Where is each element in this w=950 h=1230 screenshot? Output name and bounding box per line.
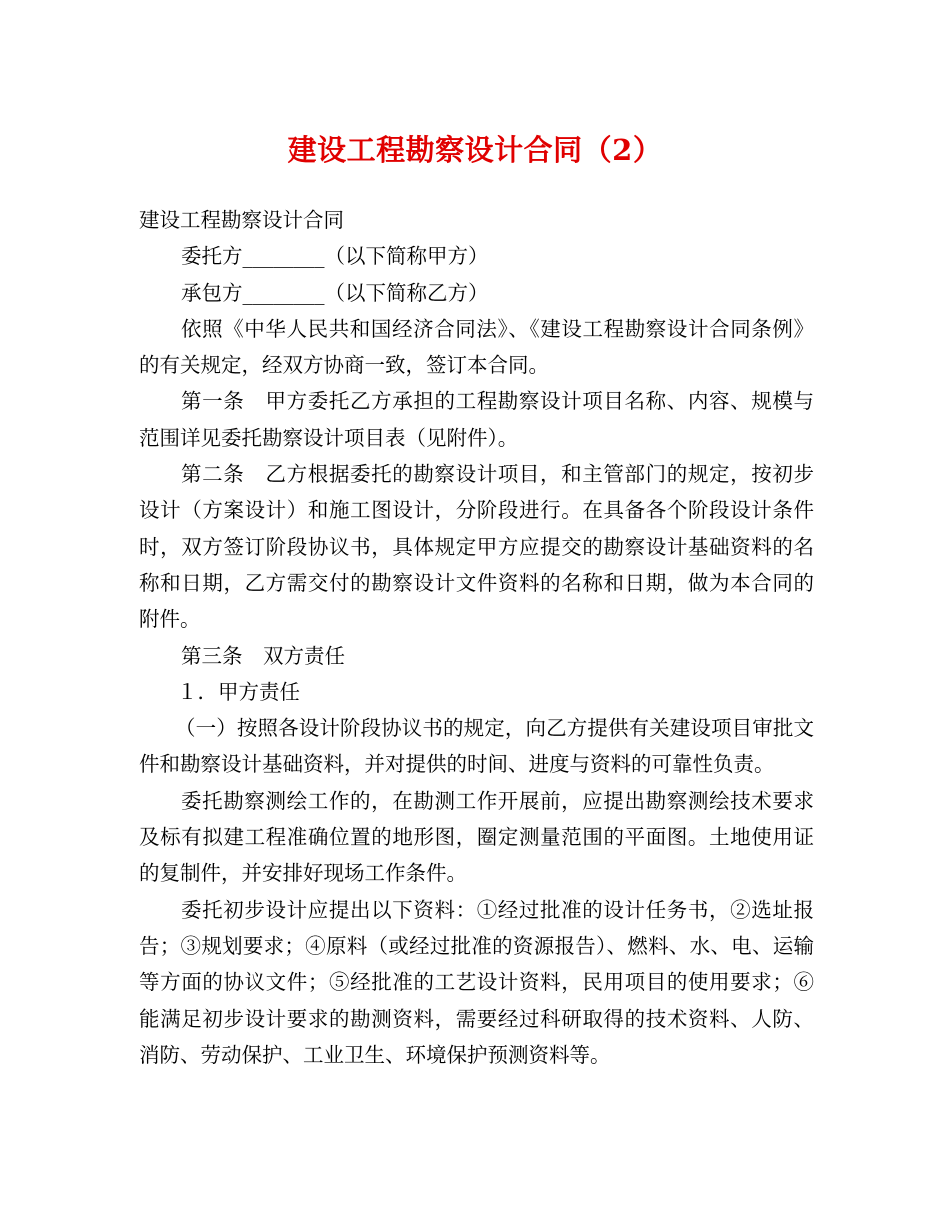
paragraph-duty-1: （一）按照各设计阶段协议书的规定，向乙方提供有关建设项目审批文件和勘察设计基础资料，并对提供的时间、进度与资料的可靠性负责。: [139, 716, 814, 777]
document-title: 建设工程勘察设计合同（2）: [287, 133, 663, 167]
paragraph-heading: 建设工程勘察设计合同: [139, 208, 344, 232]
document-body: [139, 202, 814, 1073]
paragraph-party-a-duty: １．甲方责任: [177, 679, 300, 704]
paragraph-contractor: 承包方________（以下简称乙方）: [181, 280, 489, 305]
paragraph-article-1: 第一条 甲方委托乙方承担的工程勘察设计项目名称、内容、规模与范围详见委托勘察设计项目表（见附件）。: [139, 389, 814, 450]
paragraph-survey: 委托勘察测绘工作的，在勘测工作开展前，应提出勘察测绘技术要求及标有拟建工程准确位置的地形图，圈定测量范围的平面图。土地使用证的复制件，并安排好现场工作条件。: [139, 788, 814, 886]
paragraph-article-2: 第二条 乙方根据委托的勘察设计项目，和主管部门的规定，按初步设计（方案设计）和施工图设计，分阶段进行。在具备各个阶段设计条件时，双方签订阶段协议书，具体规定甲方应提交的勘察设计基础资料的名称和日期，乙方需交付的勘察设计文件资料的名称和日期，做为本合同的附件。: [139, 462, 814, 632]
paragraph-client: 委托方________（以下简称甲方）: [181, 244, 489, 269]
paragraph-preliminary-design: 委托初步设计应提出以下资料：①经过批准的设计任务书，②选址报告；③规划要求；④原料（或经过批准的资源报告）、燃料、水、电、运输等方面的协议文件；⑤经批准的工艺设计资料，民用项目的使用要求；⑥能满足初步设计要求的勘测资料，需要经过科研取得的技术资料、人防、消防、劳动保护、工业卫生、环境保护预测资料等。: [139, 897, 814, 1067]
paragraph-basis: 依照《中华人民共和国经济合同法》、《建设工程勘察设计合同条例》的有关规定，经双方协商一致，签订本合同。: [139, 316, 814, 378]
paragraph-article-3: 第三条 双方责任: [181, 643, 345, 668]
